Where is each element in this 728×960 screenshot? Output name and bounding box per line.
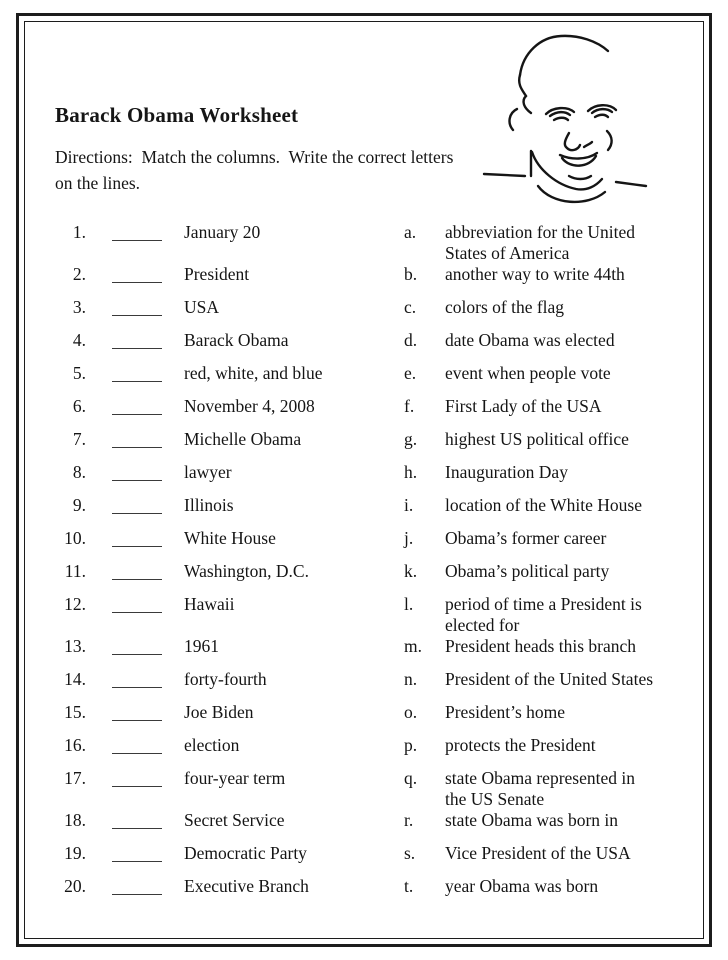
matching-row <box>55 561 677 582</box>
term-text: Michelle Obama <box>184 429 302 449</box>
definition-text <box>445 297 677 318</box>
term-text: White House <box>184 528 276 548</box>
matching-row <box>55 768 677 810</box>
option-letter: j. <box>404 528 414 548</box>
term-text: Secret Service <box>184 810 285 830</box>
matching-row <box>55 297 677 318</box>
matching-row <box>55 528 677 549</box>
term-text: Illinois <box>184 495 234 515</box>
matching-row <box>55 735 677 756</box>
definition-cell <box>398 495 677 516</box>
item-number: 18. <box>64 810 86 830</box>
option-letter: p. <box>404 735 418 755</box>
matching-row <box>55 222 677 264</box>
term-text: USA <box>184 297 220 317</box>
directions-text: Directions: Match the columns. Write the correct letters on the lines. <box>55 147 458 193</box>
answer-blank <box>112 533 162 547</box>
term-cell <box>55 876 398 897</box>
term-cell <box>55 528 398 549</box>
answer-blank <box>112 467 162 481</box>
definition-cell <box>398 396 677 417</box>
matching-row <box>55 594 677 636</box>
definition-cell <box>398 297 677 318</box>
option-letter: i. <box>404 495 414 515</box>
definition-text <box>445 264 677 285</box>
option-letter: o. <box>404 702 418 722</box>
definition-cell <box>398 264 677 285</box>
definition-cell <box>398 768 677 810</box>
option-letter: e. <box>404 363 417 383</box>
matching-row <box>55 264 677 285</box>
definition-line-2: elected for <box>445 615 520 635</box>
option-letter: a. <box>404 222 417 242</box>
matching-row <box>55 636 677 657</box>
definition-text <box>445 528 677 549</box>
answer-blank <box>112 815 162 829</box>
definition-cell <box>398 528 677 549</box>
definition-cell <box>398 735 677 756</box>
answer-blank <box>112 707 162 721</box>
term-text: January 20 <box>184 222 261 242</box>
definition-cell <box>398 843 677 864</box>
option-letter: h. <box>404 462 418 482</box>
item-number: 19. <box>64 843 86 863</box>
definition-cell <box>398 561 677 582</box>
definition-cell <box>398 363 677 384</box>
item-number: 2. <box>72 264 86 284</box>
item-number: 11. <box>64 561 86 581</box>
definition-cell <box>398 876 677 897</box>
term-cell <box>55 669 398 690</box>
term-text: Joe Biden <box>184 702 254 722</box>
answer-blank <box>112 302 162 316</box>
item-number: 4. <box>72 330 86 350</box>
definition-text <box>445 396 677 417</box>
definition-line-1: state Obama was born in <box>445 810 619 830</box>
item-number: 3. <box>72 297 86 317</box>
matching-row <box>55 702 677 723</box>
definition-text <box>445 495 677 516</box>
definition-text <box>445 561 677 582</box>
definition-text <box>445 768 677 810</box>
term-cell <box>55 843 398 864</box>
matching-row <box>55 330 677 351</box>
term-text: Hawaii <box>184 594 235 614</box>
definition-cell <box>398 222 677 264</box>
term-text: forty-fourth <box>184 669 267 689</box>
definition-text <box>445 669 677 690</box>
term-cell <box>55 396 398 417</box>
item-number: 14. <box>64 669 86 689</box>
definition-line-1: event when people vote <box>445 363 611 383</box>
answer-blank <box>112 368 162 382</box>
matching-row <box>55 396 677 417</box>
term-cell <box>55 264 398 285</box>
option-letter: k. <box>404 561 418 581</box>
definition-line-2: the US Senate <box>445 789 545 809</box>
term-text: red, white, and blue <box>184 363 323 383</box>
term-cell <box>55 363 398 384</box>
option-letter: r. <box>404 810 414 830</box>
answer-blank <box>112 773 162 787</box>
matching-row <box>55 876 677 897</box>
term-cell <box>55 810 398 831</box>
option-letter: g. <box>404 429 418 449</box>
definition-line-1: protects the President <box>445 735 596 755</box>
term-text: President <box>184 264 250 284</box>
item-number: 16. <box>64 735 86 755</box>
definition-cell <box>398 330 677 351</box>
answer-blank <box>112 401 162 415</box>
item-number: 20. <box>64 876 86 896</box>
term-cell <box>55 429 398 450</box>
definition-line-1: Vice President of the USA <box>445 843 631 863</box>
definition-line-1: another way to write 44th <box>445 264 625 284</box>
definition-text <box>445 876 677 897</box>
item-number: 5. <box>72 363 86 383</box>
term-cell <box>55 636 398 657</box>
definition-line-1: location of the White House <box>445 495 642 515</box>
term-cell <box>55 735 398 756</box>
term-cell <box>55 297 398 318</box>
answer-blank <box>112 335 162 349</box>
definition-text <box>445 843 677 864</box>
matching-row <box>55 363 677 384</box>
answer-blank <box>112 566 162 580</box>
definition-text <box>445 702 677 723</box>
definition-text <box>445 462 677 483</box>
term-cell <box>55 462 398 483</box>
item-number: 15. <box>64 702 86 722</box>
term-cell <box>55 495 398 516</box>
item-number: 13. <box>64 636 86 656</box>
definition-line-1: President of the United States <box>445 669 654 689</box>
term-cell <box>55 561 398 582</box>
matching-list <box>55 222 677 897</box>
option-letter: s. <box>404 843 416 863</box>
definition-cell <box>398 594 677 636</box>
term-cell <box>55 702 398 723</box>
definition-text <box>445 429 677 450</box>
definition-cell <box>398 702 677 723</box>
definition-cell <box>398 810 677 831</box>
item-number: 6. <box>72 396 86 416</box>
answer-blank <box>112 881 162 895</box>
option-letter: d. <box>404 330 418 350</box>
option-letter: q. <box>404 768 418 788</box>
definition-cell <box>398 429 677 450</box>
term-cell <box>55 768 398 810</box>
answer-blank <box>112 674 162 688</box>
definition-cell <box>398 636 677 657</box>
definition-line-2: States of America <box>445 243 570 263</box>
definition-line-1: abbreviation for the United <box>445 222 636 242</box>
matching-row <box>55 495 677 516</box>
term-text: Executive Branch <box>184 876 309 896</box>
definition-line-1: highest US political office <box>445 429 629 449</box>
option-letter: b. <box>404 264 418 284</box>
item-number: 9. <box>72 495 86 515</box>
term-cell <box>55 222 398 264</box>
option-letter: m. <box>404 636 422 656</box>
option-letter: c. <box>404 297 417 317</box>
option-letter: l. <box>404 594 414 614</box>
option-letter: f. <box>404 396 415 416</box>
matching-row <box>55 669 677 690</box>
item-number: 1. <box>72 222 86 242</box>
item-number: 17. <box>64 768 86 788</box>
definition-line-1: date Obama was elected <box>445 330 615 350</box>
answer-blank <box>112 641 162 655</box>
definition-line-1: colors of the flag <box>445 297 565 317</box>
definition-line-1: period of time a President is <box>445 594 642 614</box>
definition-text <box>445 222 677 264</box>
matching-row <box>55 462 677 483</box>
matching-row <box>55 810 677 831</box>
definition-line-1: President’s home <box>445 702 566 722</box>
definition-line-1: Inauguration Day <box>445 462 568 482</box>
term-text: November 4, 2008 <box>184 396 315 416</box>
answer-blank <box>112 848 162 862</box>
definition-line-1: state Obama represented in <box>445 768 635 788</box>
term-text: lawyer <box>184 462 232 482</box>
term-text: 1961 <box>184 636 219 656</box>
item-number: 12. <box>64 594 86 614</box>
term-cell <box>55 330 398 351</box>
definition-text <box>445 735 677 756</box>
definition-text <box>445 594 677 636</box>
definition-text <box>445 330 677 351</box>
item-number: 8. <box>72 462 86 482</box>
definition-line-1: year Obama was born <box>445 876 599 896</box>
term-text: four-year term <box>184 768 286 788</box>
definition-cell <box>398 669 677 690</box>
page-title: Barack Obama Worksheet <box>55 103 299 127</box>
term-cell <box>55 594 398 636</box>
definition-text <box>445 636 677 657</box>
option-letter: t. <box>404 876 414 896</box>
definition-line-1: First Lady of the USA <box>445 396 602 416</box>
answer-blank <box>112 227 162 241</box>
definition-line-1: Obama’s political party <box>445 561 610 581</box>
answer-blank <box>112 269 162 283</box>
definition-line-1: President heads this branch <box>445 636 636 656</box>
answer-blank <box>112 500 162 514</box>
worksheet-outer-border <box>16 13 712 947</box>
item-number: 10. <box>64 528 86 548</box>
option-letter: n. <box>404 669 418 689</box>
definition-text <box>445 363 677 384</box>
term-text: Democratic Party <box>184 843 307 863</box>
definition-line-1: Obama’s former career <box>445 528 607 548</box>
matching-row <box>55 429 677 450</box>
item-number: 7. <box>72 429 86 449</box>
answer-blank <box>112 740 162 754</box>
definition-text <box>445 810 677 831</box>
term-text: Washington, D.C. <box>184 561 309 581</box>
worksheet-page <box>24 21 704 939</box>
matching-row <box>55 843 677 864</box>
answer-blank <box>112 599 162 613</box>
answer-blank <box>112 434 162 448</box>
term-text: election <box>184 735 240 755</box>
definition-cell <box>398 462 677 483</box>
worksheet-content <box>25 22 703 897</box>
term-text: Barack Obama <box>184 330 289 350</box>
